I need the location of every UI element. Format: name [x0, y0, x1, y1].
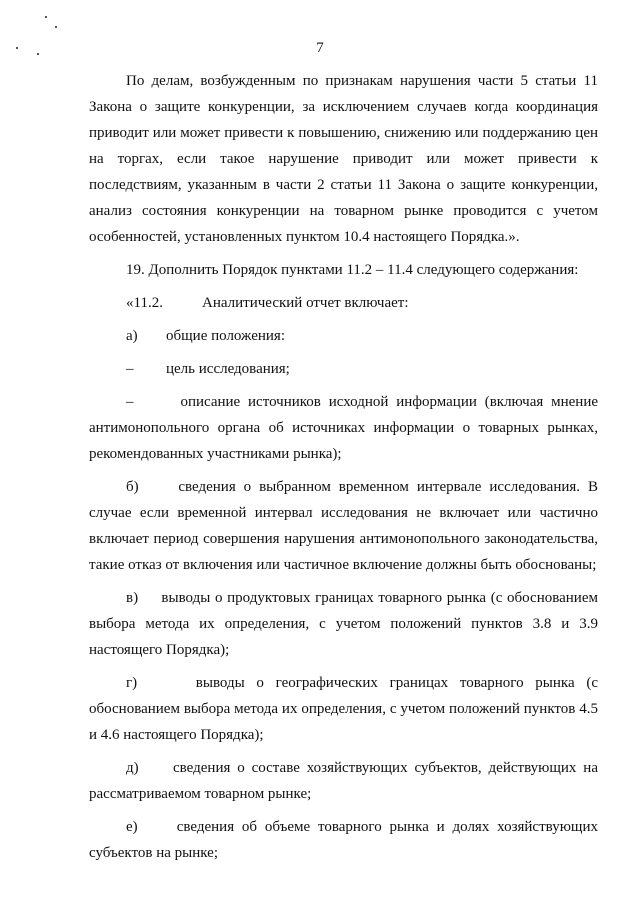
page-number: 7: [316, 40, 324, 56]
list-item-text: выводы о географических границах товарного рынка (с обоснованием выбора метода их определения, с учетом положений пунктов 4.5 и 4.6 настоящего Порядка);: [89, 675, 598, 743]
list-item-v: [89, 585, 598, 663]
list-item-text: сведения о составе хозяйствующих субъектов, действующих на рассматриваемом товарном рынке;: [89, 760, 598, 802]
list-marker: б): [126, 479, 139, 495]
list-item-b: [89, 474, 598, 578]
list-item-text: сведения о выбранном временном интервале исследования. В случае если временной интервал исследования не включает или частично включает период совершения нарушения антимонопольного законодательства, такие отказ от включения или частичное включение должны быть обоснованы;: [89, 479, 598, 573]
list-marker: –: [126, 361, 134, 377]
paragraph-coordination: По делам, возбужденным по признакам нарушения части 5 статьи 11 Закона о защите конкуренции, за исключением случаев когда координация приводит или может привести к повышению, снижению или поддержанию цен на торгах, если такое нарушение приводит или может привести к последствиям, указанным в части 2 статьи 11 Закона о защите конкуренции, анализ состояния конкуренции на товарном рынке проводится с учетом особенностей, установленных пунктом 10.4 настоящего Порядка.».: [89, 73, 598, 245]
list-marker: «11.2.: [126, 295, 163, 311]
list-item-dash-2: [89, 389, 598, 467]
list-item-dash-1: [89, 356, 598, 382]
list-item-11-2: [89, 290, 598, 316]
list-item-text: сведения об объеме товарного рынка и долях хозяйствующих субъектов на рынке;: [89, 819, 598, 861]
list-marker: е): [126, 819, 138, 835]
list-marker: г): [126, 675, 138, 691]
scan-artifact: [55, 26, 57, 28]
list-item-a: [89, 323, 598, 349]
list-item-e: [89, 814, 598, 866]
scan-artifact: [45, 16, 47, 18]
list-marker: д): [126, 760, 139, 776]
list-marker: в): [126, 590, 139, 606]
list-item-text: описание источников исходной информации (включая мнение антимонопольного органа об источниках информации о товарных рынках, рекомендованных участниками рынка);: [89, 394, 598, 462]
list-item-text: общие положения:: [166, 328, 286, 344]
list-item-d: [89, 755, 598, 807]
list-item-text: Аналитический отчет включает:: [202, 295, 409, 311]
list-item-text: выводы о продуктовых границах товарного рынка (с обоснованием выбора метода их определения, с учетом положений пунктов 3.8 и 3.9 настоящего Порядка);: [89, 590, 598, 658]
list-marker: –: [126, 394, 134, 410]
list-marker: а): [126, 328, 138, 344]
document-body: [89, 68, 598, 866]
paragraph-amendment-19: 19. Дополнить Порядок пунктами 11.2 – 11.4 следующего содержания:: [126, 262, 579, 278]
list-item-g: [89, 670, 598, 748]
list-item-text: цель исследования;: [166, 361, 290, 377]
